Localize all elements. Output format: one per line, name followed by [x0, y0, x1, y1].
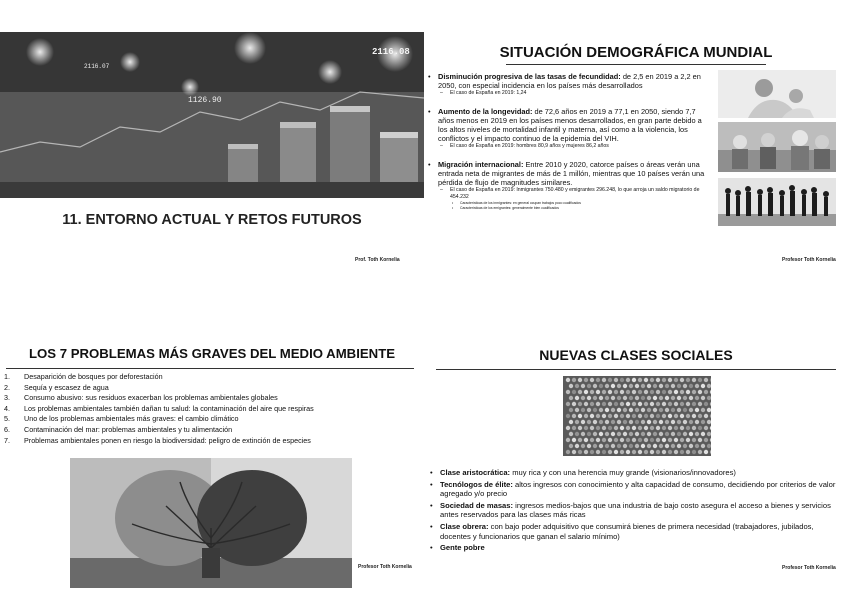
demography-bullets	[428, 72, 710, 216]
slide-entorno-actual	[0, 0, 424, 280]
item-number: 3.	[4, 393, 10, 403]
title-underline	[6, 368, 414, 369]
slide-title: 11. ENTORNO ACTUAL Y RETOS FUTUROS	[62, 212, 362, 228]
environment-problem-item	[4, 372, 414, 383]
sub-bullet: – El caso de España en 2019: hombres 80,9 años y mujeres 86,2 años	[438, 143, 710, 150]
bullet-longevidad	[428, 107, 710, 150]
item-number: 6.	[4, 424, 10, 434]
item-text: Uno de los problemas ambientales más graves: el cambio climático	[24, 414, 239, 424]
elderly-couples-photo	[718, 122, 836, 172]
environment-problem-item	[4, 436, 414, 447]
professor-credit: Profesor Toth Kornelia	[358, 564, 412, 570]
social-class-item	[430, 480, 840, 499]
bullet-heading: Disminución progresiva de las tasas de fecundidad:	[438, 72, 621, 81]
sub-sub-bullet: • Características de los inmigrantes: en general ocupan trabajos poco cualificados	[438, 201, 710, 206]
bullet-text: Entre 2010 y 2020, catorce países o áreas verán una entrada neta de migrantes de más de 1 millón, mientras que 10 países verán una pérdida de flujo de magnitudes similares.	[438, 160, 705, 187]
bullet-text: de 2,5 en 2019 a 2,2 en 2050, con especial incidencia en los países más desarrollados	[438, 72, 701, 90]
social-class-name: Clase aristocrática:	[440, 468, 511, 477]
item-number: 7.	[4, 435, 10, 445]
item-number: 4.	[4, 403, 10, 413]
social-class-name: Gente pobre	[440, 543, 485, 553]
title-underline	[436, 369, 836, 370]
environment-problem-item	[4, 425, 414, 436]
social-class-item	[430, 522, 840, 541]
ticker-digits-1: 2116.07	[84, 63, 110, 70]
item-text: Desaparición de bosques por deforestación	[24, 372, 163, 381]
bullet-migracion	[428, 160, 710, 211]
item-text: Problemas ambientales ponen en riesgo la biodiversidad: peligro de extinción de especies	[24, 435, 311, 445]
environment-problem-item	[4, 414, 414, 425]
bullet-heading: Migración internacional:	[438, 160, 524, 169]
social-class-name: Sociedad de masas:	[440, 500, 514, 510]
social-class-description: ingresos medios-bajos que una industria de bajo costo asegura el acceso a bienes y servicios antes reservados para las clases más ricas	[440, 500, 831, 520]
professor-credit: Profesor Toth Kornelia	[782, 565, 836, 571]
environment-problems-list	[4, 372, 414, 446]
environment-problem-item	[4, 393, 414, 404]
tree-deforestation-image	[70, 458, 352, 588]
bullet-fecundidad	[428, 72, 710, 97]
crowd-photo	[563, 376, 711, 456]
social-classes-list	[430, 468, 840, 555]
item-number: 2.	[4, 382, 10, 392]
social-class-item	[430, 468, 840, 478]
professor-credit: Profesor Toth Kornelia	[782, 257, 836, 263]
slide-nuevas-clases-sociales	[424, 320, 848, 599]
social-class-name: Clase obrera:	[440, 521, 489, 531]
item-number: 5.	[4, 414, 10, 424]
finance-illustration	[0, 32, 424, 198]
social-class-description: con bajo poder adquisitivo que consumirá bienes de primera necesidad (trabajadores, jubilados, docentes y funcionarios que ganan el salario mínimo)	[440, 521, 814, 541]
migrants-silhouette-photo	[718, 178, 836, 226]
title-underline	[506, 64, 766, 65]
slide-situacion-demografica	[424, 0, 848, 280]
professor-credit: Prof. Toth Kornelia	[355, 257, 400, 263]
slide-title: LOS 7 PROBLEMAS MÁS GRAVES DEL MEDIO AMBIENTE	[28, 346, 396, 361]
social-class-description: altos ingresos con conocimiento y alta capacidad de consumo, decidiendo por criterios de valor agregado y/o precio	[440, 479, 836, 499]
slide-title: NUEVAS CLASES SOCIALES	[539, 347, 733, 363]
social-class-item	[430, 543, 840, 553]
sub-bullet: – El caso de España en 2019: Inmigrantes 750.480 y emigrantes 296.248, lo que arroja un saldo migratorio de 454.232	[438, 187, 710, 201]
ticker-digits-3: 2116.08	[372, 47, 410, 57]
environment-problem-item	[4, 383, 414, 394]
bullet-text: de 72,6 años en 2019 a 77,1 en 2050, siendo 7,7 años menos en 2019 en los países menos desarrollados, en gran parte debido a los altos niveles de mortalidad infantil y materna, así como a la violencia, los conflictos y el impacto continuo de la epidemia del VIH.	[438, 107, 702, 143]
social-class-name: Tecnólogos de élite:	[440, 479, 513, 489]
social-class-item	[430, 501, 840, 520]
slide-title: SITUACIÓN DEMOGRÁFICA MUNDIAL	[499, 44, 773, 61]
bullet-heading: Aumento de la longevidad:	[438, 107, 533, 116]
sub-bullet: – El caso de España en 2019: 1,24	[438, 90, 710, 97]
social-class-description: muy rica y con una herencia muy grande (visionarios/innovadores)	[510, 468, 736, 477]
environment-problem-item	[4, 404, 414, 415]
item-text: Contaminación del mar: problemas ambientales y tu alimentación	[24, 424, 233, 434]
item-text: Los problemas ambientales también dañan tu salud: la contaminación del aire que respiras	[24, 403, 314, 413]
slide-problemas-medio-ambiente	[0, 320, 424, 599]
sub-sub-bullet: • Características de los emigrantes: generalmente bien cualificados	[438, 206, 710, 211]
item-text: Sequía y escasez de agua	[24, 382, 109, 392]
mother-child-photo	[718, 70, 836, 118]
item-text: Consumo abusivo: sus residuos exacerban los problemas ambientales globales	[24, 393, 278, 403]
stock-market-coins-image	[0, 32, 424, 198]
item-number: 1.	[4, 372, 10, 381]
ticker-digits-2: 1126.90	[188, 96, 222, 105]
